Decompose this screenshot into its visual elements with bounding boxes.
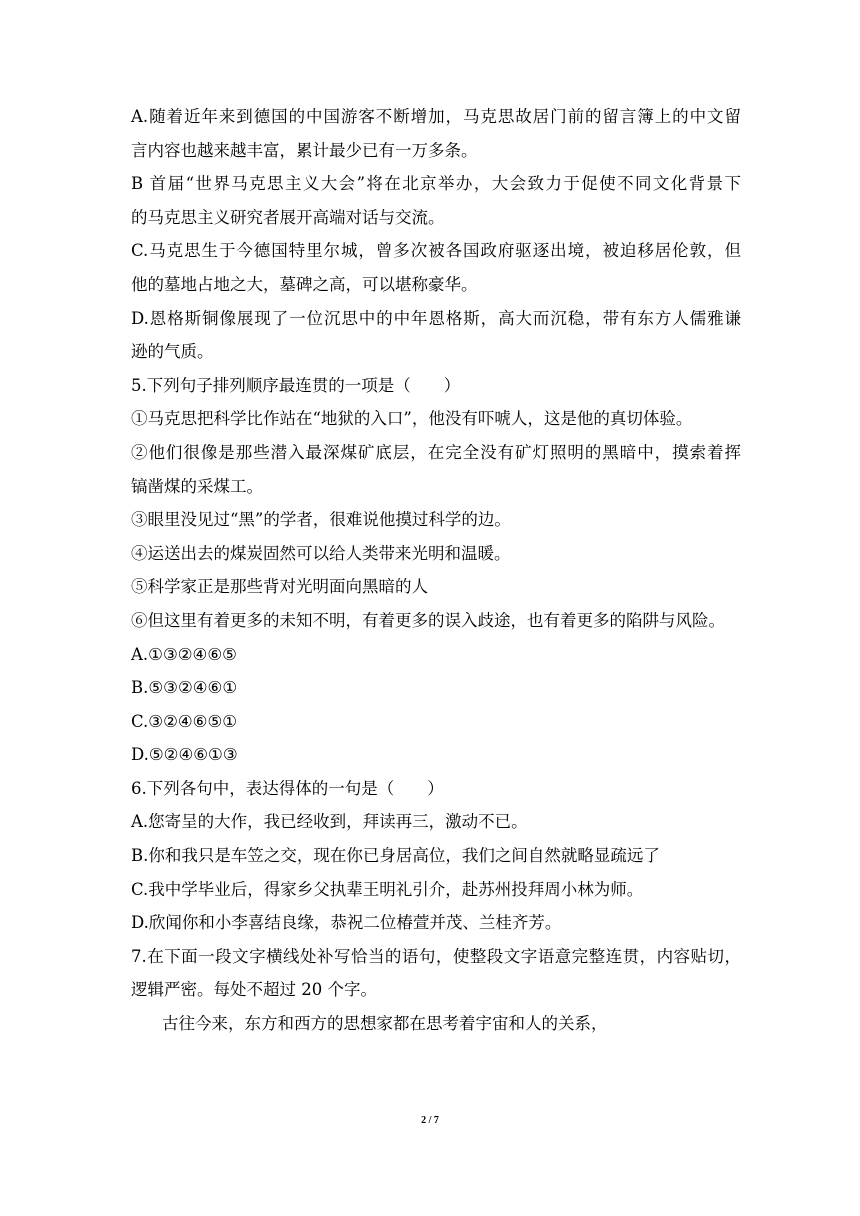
q6-option-d: D.欣闻你和小李喜结良缘，恭祝二位椿萱并茂、兰桂齐芳。 — [131, 913, 562, 933]
option-b-line-1: B 首届“世界马克思主义大会”将在北京举办，大会致力于促使不同文化背景下 — [131, 174, 741, 194]
option-c-line-1: C.马克思生于今德国特里尔城，曾多次被各国政府驱逐出境，被迫移居伦敦，但 — [131, 241, 741, 261]
option-d-line-1: D.恩格斯铜像展现了一位沉思中的中年恩格斯，高大而沉稳，带有东方人儒雅谦 — [131, 308, 741, 328]
sentence-4: ④运送出去的煤炭固然可以给人类带来光明和温暖。 — [131, 543, 511, 563]
question-6-stem: 6.下列各句中，表达得体的一句是（ ） — [131, 778, 444, 798]
sentence-2-line-1: ②他们很像是那些潜入最深煤矿底层，在完全没有矿灯照明的黑暗中，摸索着挥 — [131, 442, 741, 462]
sentence-5: ⑤科学家正是那些背对光明面向黑暗的人 — [131, 577, 428, 597]
q5-option-b: B.⑤③②④⑥① — [131, 678, 238, 698]
sentence-2-line-2: 镐凿煤的采煤工。 — [131, 476, 263, 496]
q6-option-c: C.我中学毕业后，得家乡父执辈王明礼引介，赴苏州投拜周小林为师。 — [131, 879, 644, 899]
option-d-line-2: 逊的气质。 — [131, 342, 214, 362]
option-b-line-2: 的马克思主义研究者展开高端对话与交流。 — [131, 207, 445, 227]
question-7-stem-line-1: 7.在下面一段文字横线处补写恰当的语句，使整段文字语意完整连贯，内容贴切， — [131, 946, 741, 966]
q6-option-b: B.你和我只是车笠之交，现在你已身居高位，我们之间自然就略显疏远了 — [131, 846, 660, 866]
option-c-line-2: 他的墓地占地之大，墓碑之高，可以堪称豪华。 — [131, 274, 478, 294]
question-7-passage: 古往今来，东方和西方的思想家都在思考着宇宙和人的关系， — [162, 1014, 608, 1034]
q5-option-d: D.⑤②④⑥①③ — [131, 745, 238, 765]
document-body — [131, 100, 741, 1041]
question-5-stem: 5.下列句子排列顺序最连贯的一项是（ ） — [131, 375, 461, 395]
page-number: 2 / 7 — [421, 1115, 439, 1126]
question-7-stem-line-2: 逻辑严密。每处不超过 20 个字。 — [131, 980, 377, 1000]
q6-option-a: A.您寄呈的大作，我已经收到，拜读再三，激动不已。 — [131, 812, 528, 832]
option-a-line-2: 言内容也越来越丰富，累计最少已有一万多条。 — [131, 140, 478, 160]
sentence-1: ①马克思把科学比作站在“地狱的入口”，他没有吓唬人，这是他的真切体验。 — [131, 409, 693, 429]
sentence-3: ③眼里没见过“黑”的学者，很难说他摸过科学的边。 — [131, 510, 511, 530]
option-a-line-1: A.随着近年来到德国的中国游客不断增加，马克思故居门前的留言簿上的中文留 — [131, 107, 741, 126]
sentence-6: ⑥但这里有着更多的未知不明，有着更多的误入歧途，也有着更多的陷阱与风险。 — [131, 610, 725, 630]
q5-option-c: C.③②④⑥⑤① — [131, 711, 238, 731]
q5-option-a: A.①③②④⑥⑤ — [131, 644, 237, 664]
